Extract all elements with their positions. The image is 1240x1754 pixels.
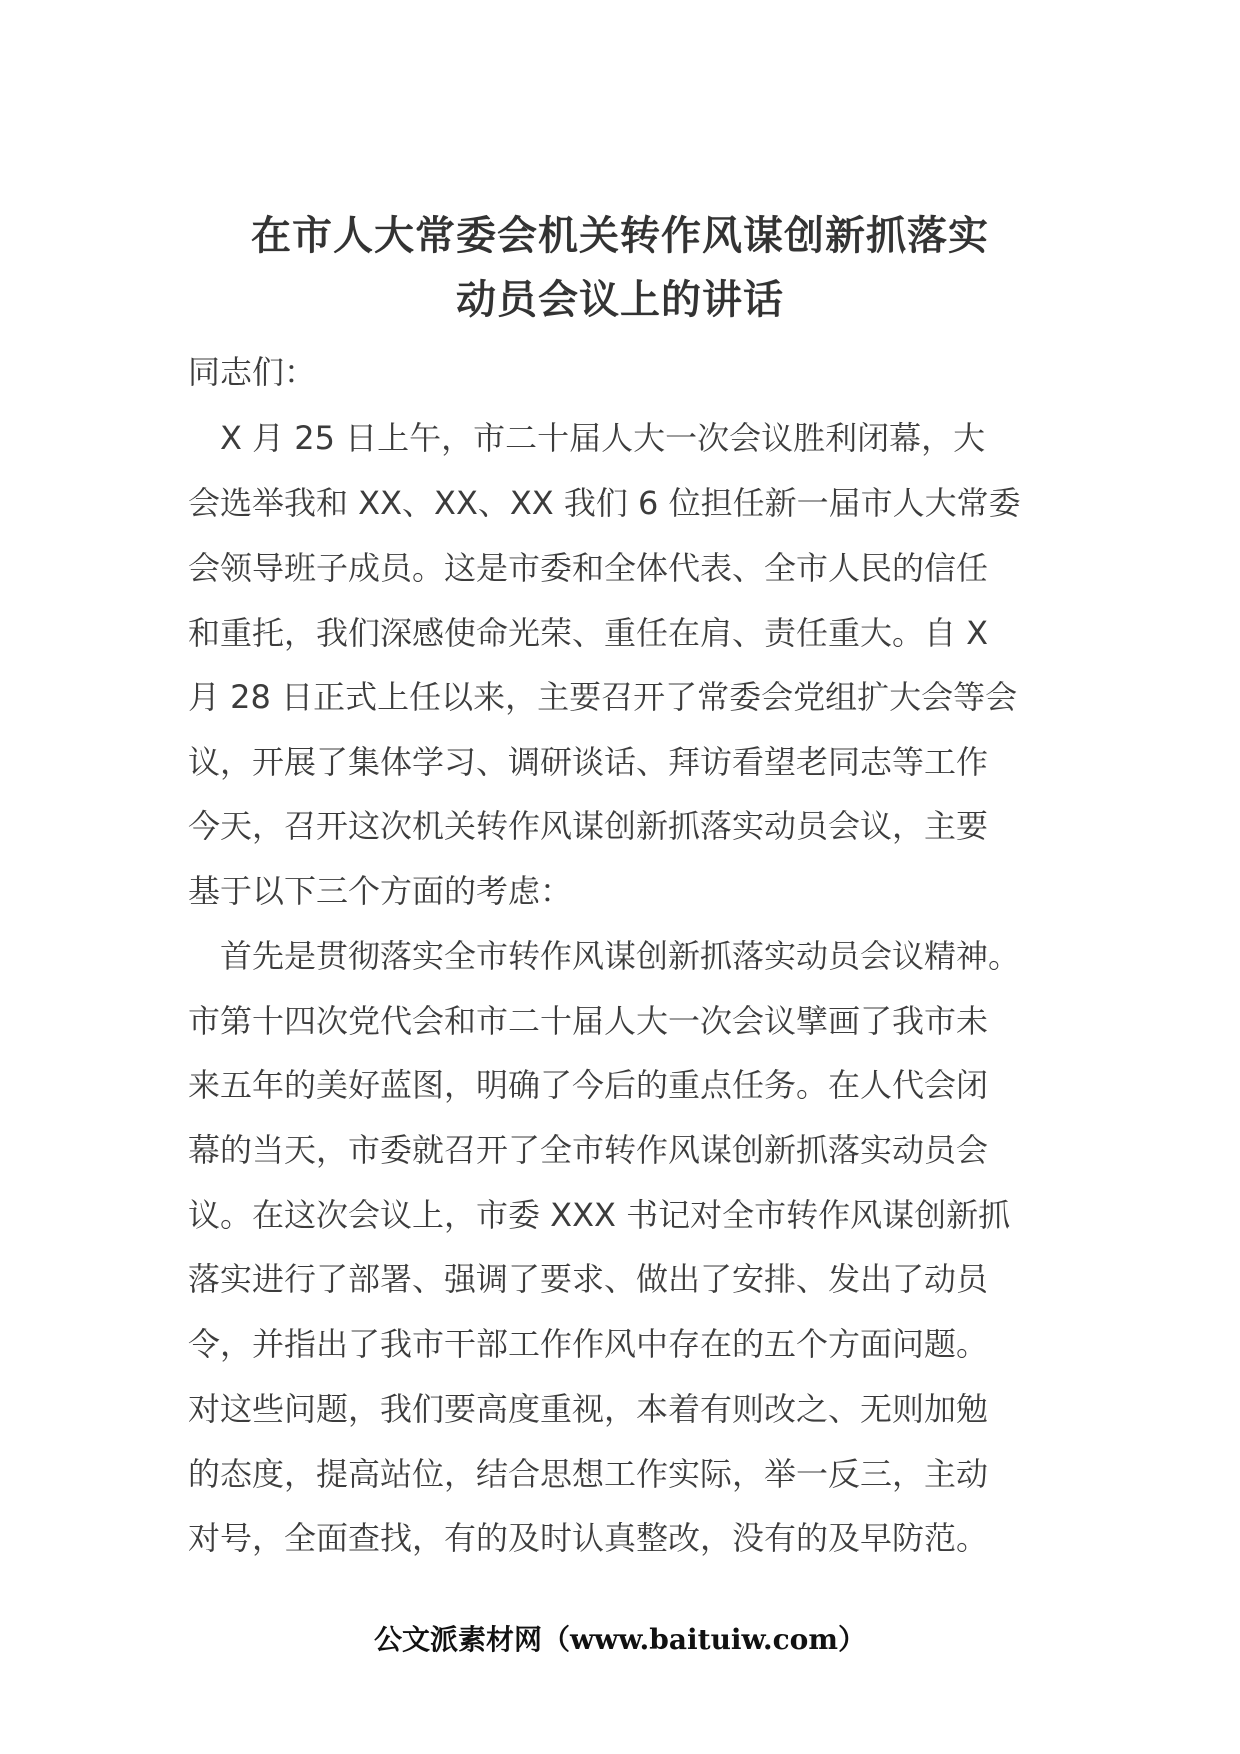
body-line: 会领导班子成员。这是市委和全体代表、全市人民的信任 bbox=[188, 549, 989, 587]
body-line: 对这些问题，我们要高度重视，本着有则改之、无则加勉 bbox=[188, 1390, 989, 1428]
body-line: 落实进行了部署、强调了要求、做出了安排、发出了动员 bbox=[188, 1260, 989, 1298]
document-title-line-2: 动员会议上的讲话 bbox=[456, 277, 784, 323]
body-line: 议。在这次会议上，市委 XXX 书记对全市转作风谋创新抓 bbox=[188, 1196, 1011, 1234]
body-line: 首先是贯彻落实全市转作风谋创新抓落实动员会议精神。 bbox=[188, 937, 1021, 975]
body-line: 基于以下三个方面的考虑： bbox=[188, 872, 573, 910]
body-line: 月 28 日正式上任以来，主要召开了常委会党组扩大会等会 bbox=[188, 678, 1018, 716]
body-line: 对号，全面查找，有的及时认真整改，没有的及早防范。 bbox=[188, 1519, 989, 1557]
body-line: 来五年的美好蓝图，明确了今后的重点任务。在人代会闭 bbox=[188, 1066, 989, 1104]
body-line: 今天，召开这次机关转作风谋创新抓落实动员会议，主要 bbox=[188, 807, 989, 845]
document-title-line-1: 在市人大常委会机关转作风谋创新抓落实 bbox=[251, 213, 989, 259]
salutation: 同志们： bbox=[188, 353, 317, 391]
body-line: 会选举我和 XX、XX、XX 我们 6 位担任新一届市人大常委 bbox=[188, 484, 1021, 522]
body-line: 和重托，我们深感使命光荣、重任在肩、责任重大。自 X bbox=[188, 614, 989, 652]
body-line: 议，开展了集体学习、调研谈话、拜访看望老同志等工作 bbox=[188, 743, 989, 781]
body-line: 令，并指出了我市干部工作作风中存在的五个方面问题。 bbox=[188, 1325, 989, 1363]
body-line: 幕的当天，市委就召开了全市转作风谋创新抓落实动员会 bbox=[188, 1131, 989, 1169]
body-line: 市第十四次党代会和市二十届人大一次会议擘画了我市未 bbox=[188, 1002, 989, 1040]
body-line: 的态度，提高站位，结合思想工作实际，举一反三，主动 bbox=[188, 1455, 989, 1493]
body-line: X 月 25 日上午，市二十届人大一次会议胜利闭幕，大 bbox=[188, 419, 986, 457]
footer-source: 公文派素材网（www.baituiw.com） bbox=[374, 1623, 866, 1656]
